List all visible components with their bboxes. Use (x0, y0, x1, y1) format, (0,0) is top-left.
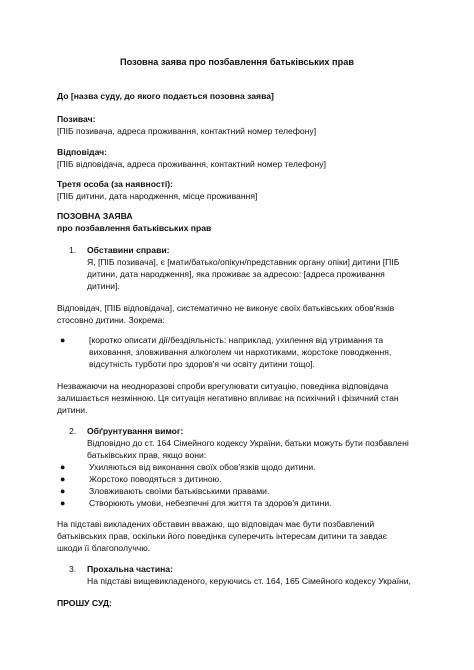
section-2-number: 2. (69, 426, 77, 436)
bullet-marker: ● (60, 498, 66, 508)
section-1-title: Обставини справи: (87, 245, 170, 255)
paragraph-line: шкоди її благополуччю. (57, 543, 151, 553)
bullet-marker: ● (60, 486, 66, 496)
paragraph-line: дитини. (57, 405, 88, 415)
section-2-line: батьківських прав, якщо вони: (87, 450, 207, 460)
bullet-marker: ● (60, 335, 66, 345)
plaintiff-label: Позивач: (57, 114, 96, 124)
third-party-label: Третя особа (за наявності): (57, 179, 173, 189)
ask-court-heading: ПРОШУ СУД: (57, 598, 112, 608)
claim-heading: ПОЗОВНА ЗАЯВА (57, 211, 133, 221)
section-2-bullet: Створюють умови, небезпечні для життя та здоров'я дитини. (89, 498, 332, 508)
paragraph-line: Відповідач, [ПІБ відповідача], систематично не виконує своїх батьківських обов'язків (57, 303, 395, 313)
third-party-value: [ПІБ дитини, дата народження, місце проживання] (57, 191, 258, 201)
section-2-bullet: Зловживають своїми батьківськими правами. (89, 486, 270, 496)
paragraph-line: Незважаючи на неодноразові спроби врегулювати ситуацію, поведінка відповідача (57, 381, 389, 391)
paragraph-line: залишається незмінною. Ця ситуація негативно впливає на психічний і фізичний стан (57, 393, 399, 403)
defendant-value: [ПІБ відповідача, адреса проживання, контактний номер телефону] (57, 159, 326, 169)
section-3-title: Прохальна частина: (87, 564, 173, 574)
section-1-line: Я, [ПІБ позивача], є [мати/батько/опікун/представник органу опіки] дитини [ПІБ (87, 257, 400, 267)
defendant-label: Відповідач: (57, 147, 108, 157)
document-title: Позовна заява про позбавлення батьківських прав (120, 57, 354, 67)
paragraph-line: На підставі викладених обставин вважаю, що відповідач має бути позбавлений (57, 519, 375, 529)
section-3-number: 3. (69, 564, 77, 574)
bullet-line: [коротко описати дії/бездіяльність: наприклад, ухилення від утримання та (89, 335, 384, 345)
section-1-line: дитини, дата народження], яка проживає за адресою: [адреса проживання (87, 269, 385, 279)
plaintiff-value: [ПІБ позивача, адреса проживання, контактний номер телефону] (57, 126, 317, 136)
bullet-line: виховання, зловживання алкоголем чи наркотиками, жорстоке поводження, (89, 347, 392, 357)
court-line: До [назва суду, до якого подається позовна заява] (57, 91, 274, 101)
section-2-bullet: Ухиляються від виконання своїх обов'язків щодо дитини. (89, 462, 316, 472)
bullet-line: відсутність турботи про здоров'я чи освіту дитини тощо]. (89, 359, 315, 369)
section-1-number: 1. (69, 245, 77, 255)
paragraph-line: батьківських прав, оскільки його поведінка суперечить інтересам дитини та завдає (57, 531, 388, 541)
section-2-line: Відповідно до ст. 164 Сімейного кодексу України, батьки можуть бути позбавлені (87, 438, 409, 448)
section-2-title: Обґрунтування вимог: (87, 426, 184, 436)
bullet-marker: ● (60, 462, 66, 472)
section-1-line: дитини]. (87, 281, 120, 291)
section-3-line: На підставі вищевикладеного, керуючись ст. 164, 165 Сімейного кодексу України, (87, 576, 411, 586)
bullet-marker: ● (60, 474, 66, 484)
section-2-bullet: Жорстоко поводяться з дитиною. (89, 474, 222, 484)
claim-subheading: про позбавлення батьківських прав (57, 223, 212, 233)
paragraph-line: стосовно дитини. Зокрема: (57, 315, 165, 325)
